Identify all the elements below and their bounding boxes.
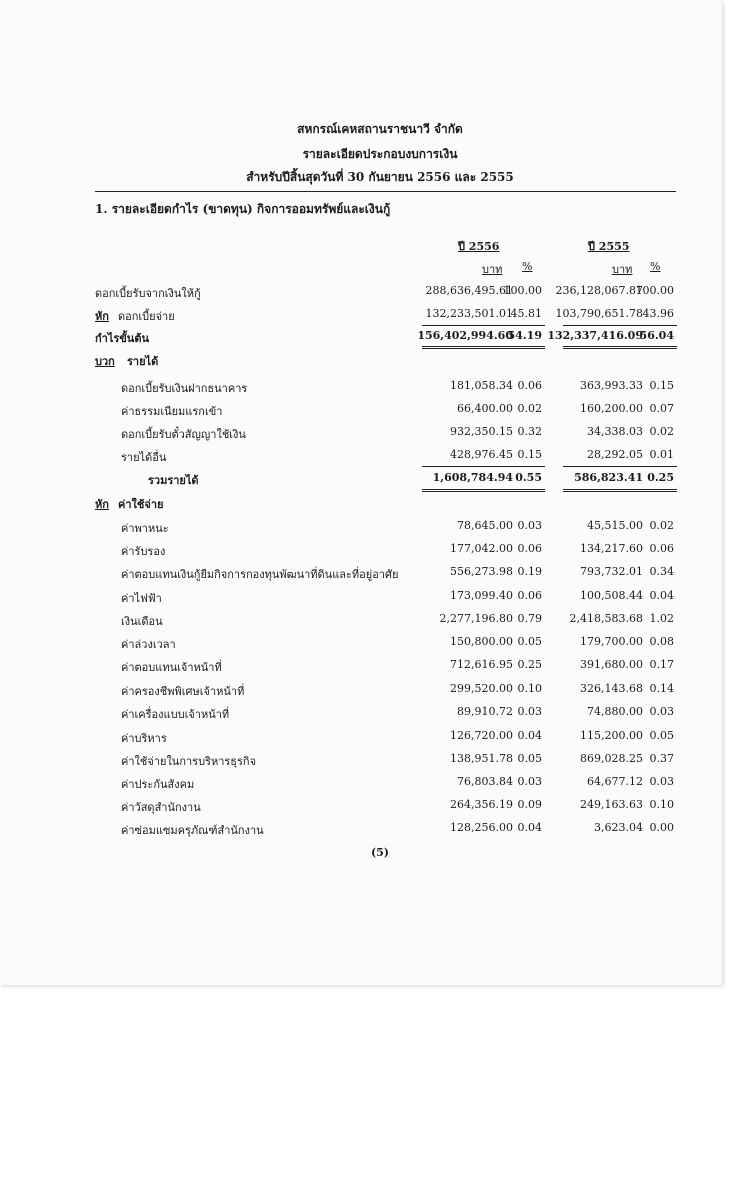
expense-header-row: หัก ค่าใช้จ่าย [95, 498, 164, 511]
table-row: ค่าตอบแทนเจ้าหน้าที่ 712,616.95 0.25 391,680.00 0.17 [121, 658, 674, 674]
table-row: รายได้อื่น 428,976.45 0.15 28,292.05 0.01 [121, 448, 674, 464]
subtotal-line [563, 325, 677, 326]
unit-heading-2556: บาท [482, 263, 503, 276]
table-row: ค่าไฟฟ้า 173,099.40 0.06 100,508.44 0.04 [121, 589, 674, 605]
table-row: ค่าล่วงเวลา 150,800.00 0.05 179,700.00 0.08 [121, 635, 674, 651]
pct-heading-2556: % [522, 260, 533, 273]
table-row: ค่าใช้จ่ายในการบริหารธุรกิจ 138,951.78 0.05 869,028.25 0.37 [121, 752, 674, 768]
page-number: (5) [370, 846, 390, 859]
table-row: ค่าวัสดุสำนักงาน 264,356.19 0.09 249,163.63 0.10 [121, 798, 674, 814]
table-row: ค่าพาหนะ 78,645.00 0.03 45,515.00 0.02 [121, 519, 674, 535]
table-row: ค่าธรรมเนียมแรกเข้า 66,400.00 0.02 160,200.00 0.07 [121, 402, 674, 418]
table-row: ค่าตอบแทนเงินกู้ยืมกิจการกองทุนพัฒนาที่ดินและที่อยู่อาศัย 556,273.98 0.19 793,732.01 0.34 [121, 565, 674, 581]
income-header-row: บวก รายได้ [95, 355, 159, 368]
table-row: ค่ารับรอง 177,042.00 0.06 134,217.60 0.06 [121, 542, 674, 558]
section-title: 1. รายละเอียดกำไร (ขาดทุน) กิจการออมทรัพย์และเงินกู้ [95, 202, 391, 216]
table-row: ดอกเบี้ยรับจากเงินให้กู้ 288,636,495.61 100.00 236,128,067.87 100.00 [95, 284, 674, 300]
total-income-row: รวมรายได้ 1,608,784.94 0.55 586,823.41 0.25 [148, 471, 674, 487]
year-2556-heading: ปี 2556 [458, 240, 500, 253]
subtotal-line [563, 466, 677, 467]
gross-profit-row: กำไรขั้นต้น 156,402,994.60 54.19 132,337,416.09 56.04 [95, 329, 674, 345]
table-row: ดอกเบี้ยรับตั๋วสัญญาใช้เงิน 932,350.15 0.32 34,338.03 0.02 [121, 425, 674, 441]
pct-heading-2555: % [650, 260, 661, 273]
table-row: ค่าเครื่องแบบเจ้าหน้าที่ 89,910.72 0.03 74,880.00 0.03 [121, 705, 674, 721]
year-2555-heading: ปี 2555 [588, 240, 630, 253]
total-double-line [422, 489, 545, 492]
table-row: ค่าซ่อมแซมครุภัณฑ์สำนักงาน 128,256.00 0.04 3,623.04 0.00 [121, 821, 674, 837]
header-divider [95, 191, 676, 192]
report-title: รายละเอียดประกอบงบการเงิน [302, 147, 458, 161]
table-row: ค่าครองชีพพิเศษเจ้าหน้าที่ 299,520.00 0.10 326,143.68 0.14 [121, 682, 674, 698]
table-row: ค่าประกันสังคม 76,803.84 0.03 64,677.12 0.03 [121, 775, 674, 791]
subtotal-line [422, 325, 545, 326]
total-double-line [563, 346, 677, 349]
subtotal-line [422, 466, 545, 467]
table-row: ค่าบริหาร 126,720.00 0.04 115,200.00 0.05 [121, 729, 674, 745]
table-row: หัก ดอกเบี้ยจ่าย 132,233,501.01 45.81 103,790,651.78 43.96 [95, 307, 674, 323]
total-double-line [422, 346, 545, 349]
org-name: สหกรณ์เคหสถานราชนาวี จำกัด [297, 122, 463, 136]
report-period: สำหรับปีสิ้นสุดวันที่ 30 กันยายน 2556 และ 2555 [246, 170, 514, 184]
unit-heading-2555: บาท [612, 263, 633, 276]
table-row: ดอกเบี้ยรับเงินฝากธนาคาร 181,058.34 0.06 363,993.33 0.15 [121, 379, 674, 395]
table-row: เงินเดือน 2,277,196.80 0.79 2,418,583.68 1.02 [121, 612, 674, 628]
total-double-line [563, 489, 677, 492]
